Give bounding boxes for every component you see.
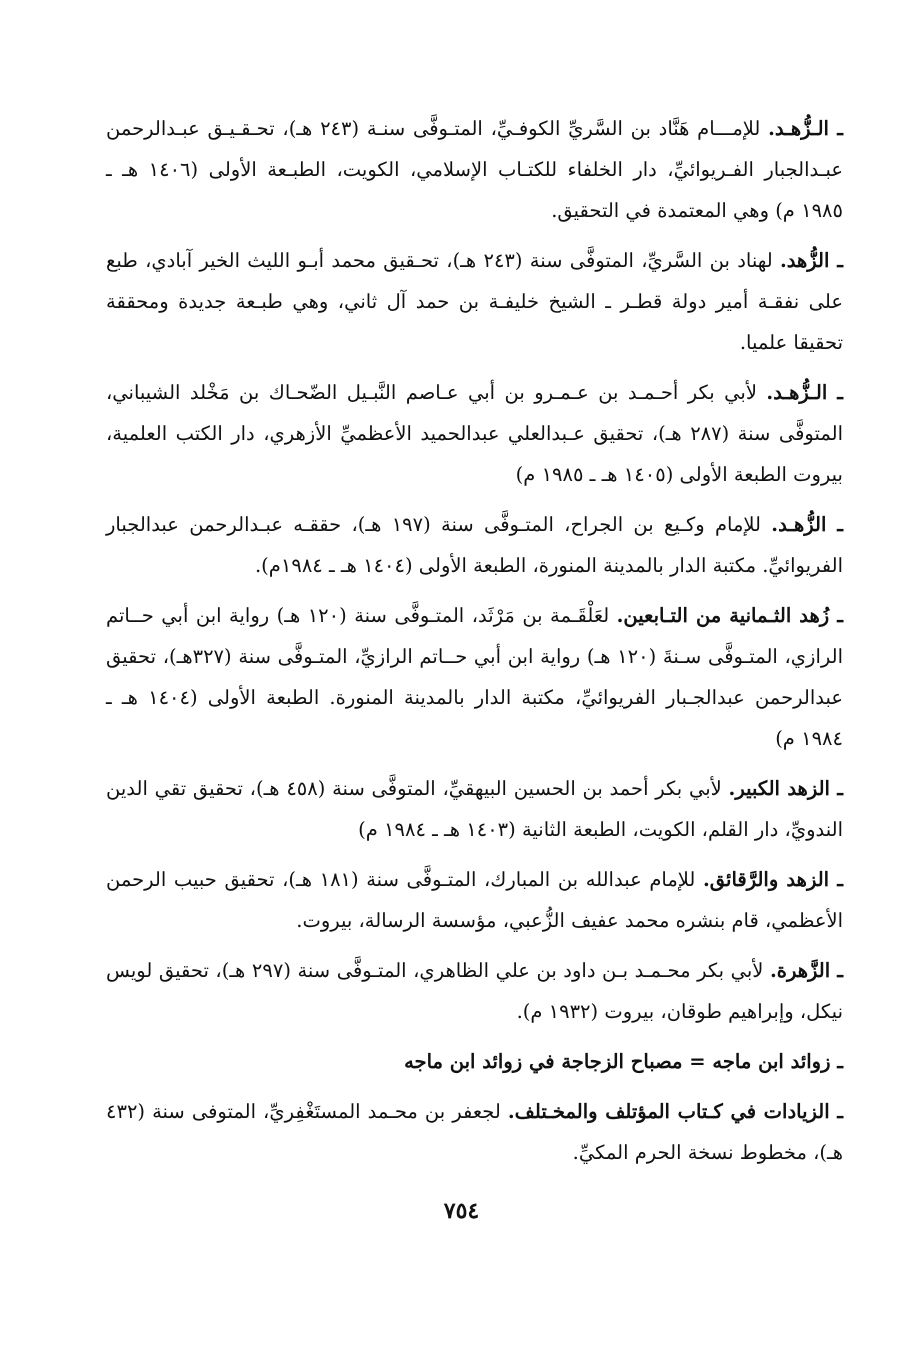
bibliography-entry bbox=[106, 240, 843, 363]
entry-title: ـ زُهد الثـمانية من التـابعين. bbox=[616, 604, 843, 627]
entry-details: لأبي بكر أحـمـد بن عـمـرو بن أبي عـاصم النَّبـيل الضّحـاك بن مَخْلد الشيباني، المتوفَّى سنة (٢٨٧ هـ)، تحقيق عـبدالعلي عبدالحميد الأعظميِّ الأزهري، دار الكتب العلمية، بيروت الطبعة الأولى (١٤٠٥ هـ ـ ١٩٨٥ م) bbox=[106, 381, 843, 486]
entry-details: لعَلْقَـمة بن مَرْثَد، المتـوفَّى سنة (١٢٠ هـ) رواية ابن أبي حــاتم الرازي، المتـوفَّى سـنةَ (١٢٠ هـ) رواية ابن أبي حــاتم الرازيِّ، المتـوفَّى سنة (٣٢٧هـ)، تحقيق عبدالرحمن عبدالجـبار الفريوائيِّ، مكتبة الدار بالمدينة المنورة. الطبعة الأولى (١٤٠٤ هـ ـ ١٩٨٤ م) bbox=[106, 604, 844, 750]
bibliography-entry bbox=[106, 950, 843, 1032]
bibliography-entry bbox=[106, 859, 843, 941]
entry-title: ـ الـزُّهـد. bbox=[766, 381, 844, 404]
entry-title: ـ الزَّهرة. bbox=[769, 959, 843, 982]
bibliography-entry bbox=[106, 595, 843, 759]
entry-details: للإمام وكـيع بن الجراح، المتـوفَّى سنة (١٩٧ هـ)، حققـه عبـدالرحمن عبدالجبار الفريوائيِّ. مكتبة الدار بالمدينة المنورة، الطبعة الأولى (١٤٠٤ هـ ـ ١٩٨٤م). bbox=[106, 513, 843, 577]
entry-details: لأبي بكر محـمـد بـن داود بن علي الظاهري، المتـوفَّى سنة (٢٩٧ هـ)، تحقيق لويس نيكل، وإبراهيم طوقان، بيروت (١٩٣٢ م). bbox=[106, 959, 843, 1023]
bibliography-entry bbox=[106, 1041, 843, 1082]
entry-details: لجعفر بن محـمد المستَغْفِريِّ، المتوفى سنة (٤٣٢ هـ)، مخطوط نسخة الحرم المكيِّ. bbox=[106, 1100, 843, 1164]
entry-details: لأبي بكر أحمد بن الحسين البيهقيِّ، المتوفَّى سنة (٤٥٨ هـ)، تحقيق تقي الدين الندويِّ، دار القلم، الكويت، الطبعة الثانية (١٤٠٣ هـ ـ ١٩٨٤ م) bbox=[106, 777, 843, 841]
bibliography-list bbox=[106, 108, 843, 1182]
entry-title: ـ الزهد والرَّقائق. bbox=[702, 868, 843, 891]
entry-title: ـ الـزُّهـد. bbox=[768, 117, 844, 140]
entry-title: ـ الزهد الكبير. bbox=[728, 777, 843, 800]
entry-title: ـ الزُّهد. bbox=[779, 249, 843, 272]
entry-details: لهناد بن السَّريِّ، المتوفَّى سنة (٢٤٣ هـ)، تحـقيق محمد أبـو الليث الخير آبادي، طبع على نفقـة أمير دولة قطـر ـ الشيخ خليفـة بن حمد آل ثاني، وهي طبـعة جديدة ومحققة تحقيقا علميا. bbox=[106, 249, 843, 354]
bibliography-entry bbox=[106, 504, 843, 586]
page-number: ٧٥٤ bbox=[443, 1198, 480, 1224]
entry-title: ـ الزُّهـد. bbox=[771, 513, 844, 536]
entry-details: للإمام عبدالله بن المبارك، المتـوفَّى سنة (١٨١ هـ)، تحقيق حبيب الرحمن الأعظمي، قام بنشره محمد عفيف الزُّعبي، مؤسسة الرسالة، بيروت. bbox=[106, 868, 843, 932]
bibliography-entry bbox=[106, 1091, 843, 1173]
bibliography-entry bbox=[106, 108, 843, 231]
entry-details: للإمـــام هَنَّاد بن السَّريِّ الكوفـيِّ، المتـوفَّى سنـة (٢٤٣ هـ)، تحـقـيـق عبـدالرحمن عبـدالجبار الفـريوائيِّ، دار الخلفاء للكتـاب الإسلامي، الكويت، الطبـعة الأولى (١٤٠٦ هـ ـ ١٩٨٥ م) وهي المعتمدة في التحقيق. bbox=[106, 117, 843, 222]
bibliography-entry bbox=[106, 768, 843, 850]
entry-title: ـ الزيادات في كـتاب المؤتلف والمخـتلف. bbox=[507, 1100, 843, 1123]
entry-title: ـ زوائد ابن ماجه = مصباح الزجاجة في زوائد ابن ماجه bbox=[404, 1050, 843, 1073]
bibliography-entry bbox=[106, 372, 843, 495]
